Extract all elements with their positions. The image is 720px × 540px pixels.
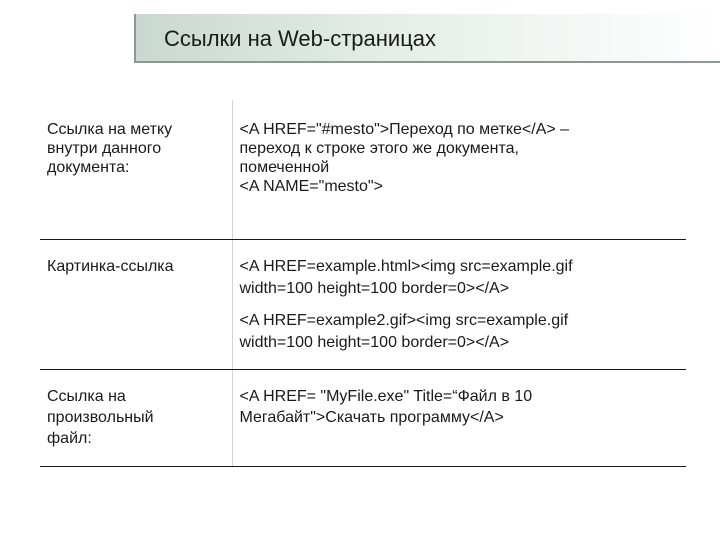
label-line: Картинка-ссылка <box>47 258 174 275</box>
code-line: <A HREF="#mesto">Переход по метке</A> – <box>239 121 570 138</box>
code-cell-file-link <box>232 370 686 467</box>
code-cell-image-link <box>232 240 686 370</box>
label-line: документа: <box>47 159 130 176</box>
label-cell-file-link <box>40 370 232 467</box>
label-line: файл: <box>47 430 92 447</box>
label-cell-image-link <box>40 240 232 370</box>
links-table <box>40 100 686 467</box>
code-example <box>240 256 681 300</box>
title-bar <box>134 14 720 63</box>
code-line: Мегабайт">Скачать программу</A> <box>239 409 504 426</box>
code-line: переход к строке этого же документа, <box>239 140 519 157</box>
code-line: <A HREF= "MyFile.exe" Title=“Файл в 10 <box>239 388 533 405</box>
label-line: Ссылка на <box>47 388 126 405</box>
label-cell-anchor-link <box>40 100 232 240</box>
table-row-anchor-link <box>40 100 686 240</box>
code-line: <A NAME="mesto"> <box>239 178 383 195</box>
code-line: <A HREF=example2.gif><img src=example.gif <box>239 312 569 329</box>
code-line: width=100 height=100 border=0></A> <box>239 334 510 351</box>
label-line: внутри данного <box>47 140 162 157</box>
code-line: помеченной <box>239 159 330 176</box>
code-example <box>240 310 681 354</box>
code-example <box>240 120 681 196</box>
code-line: <A HREF=example.html><img src=example.gif <box>239 258 573 275</box>
label-line: произвольный <box>47 409 154 426</box>
code-cell-anchor-link <box>232 100 686 240</box>
table-row-image-link <box>40 240 686 370</box>
label-line: Ссылка на метку <box>47 121 173 138</box>
code-line: width=100 height=100 border=0></A> <box>239 280 510 297</box>
page-title: Ссылки на Web-страницах <box>164 26 437 51</box>
code-example <box>240 386 681 428</box>
table-row-file-link <box>40 370 686 467</box>
